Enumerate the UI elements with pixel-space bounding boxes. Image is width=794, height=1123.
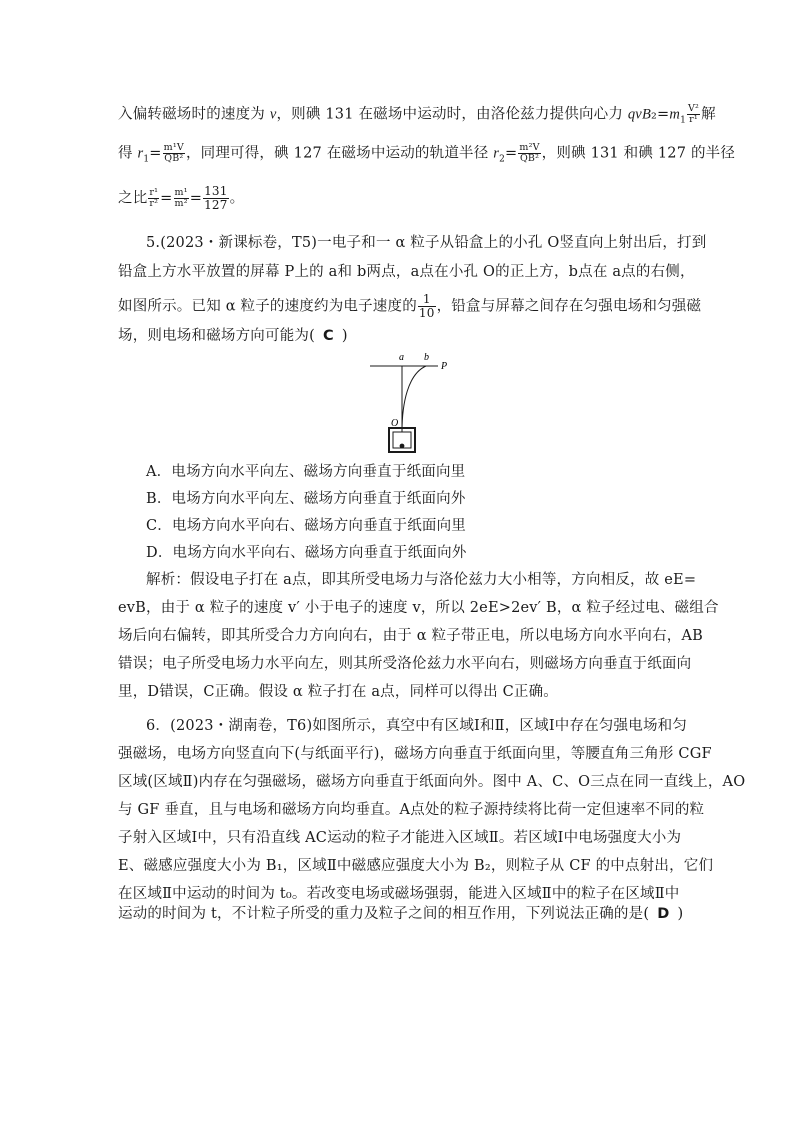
subscript: 1 [680,115,686,126]
subscript: 2 [499,154,506,165]
text: ，则碘 131 在磁场中运动时，由洛伦兹力提供向心力 [276,106,628,123]
cont-line-3 [118,185,678,212]
q6-line-6: E、磁感应强度大小为 B₁，区域Ⅱ中磁感应强度大小为 B₂，则粒子从 CF 的中点射出，它们 [118,858,714,874]
analysis-line-1: 解析：假设电子打在 a点，即其所受电场力与洛伦兹力大小相等，方向相反，故 eE= [146,572,697,588]
var-r: r [137,145,144,162]
var-m: m [669,106,681,123]
text: 入偏转磁场时的速度为 [118,106,270,123]
fraction [418,293,436,320]
frac-num: m¹V [163,142,184,153]
q6-line-3: 区域(区域Ⅱ)内存在匀强磁场，磁场方向垂直于纸面向外。图中 A、C、O三点在同一直线上，AO [118,774,746,790]
text: ，同理可得，碘 127 在磁场中运动的轨道半径 [185,145,494,162]
label-b: b [424,352,429,363]
cont-line-2 [118,142,736,169]
frac-den: QB² [519,153,540,164]
analysis-line-4: 错误；电子所受电场力水平向左，则其所受洛伦兹力水平向右，则磁场方向垂直于纸面向 [118,656,692,672]
frac-den: r² [149,198,159,209]
answer-q5: C [322,328,334,344]
frac-num: V² [688,103,700,114]
q6-line-7: 在区域Ⅱ中运动的时间为 t₀。若改变电场或磁场强弱，能进入区域Ⅱ中的粒子在区域Ⅱ中 [118,886,680,902]
q5-diagram [360,348,470,458]
text: 解 [701,106,716,123]
option-c: C．电场方向水平向右、磁场方向垂直于纸面向里 [146,518,466,534]
frac-den: m² [174,198,188,209]
frac-den: QB² [164,153,184,164]
q6-line-2: 强磁场，电场方向竖直向下(与纸面平行)，磁场方向垂直于纸面向里，等腰直角三角形 CGF [118,746,712,762]
text: ) [341,328,348,344]
equals: = [505,145,518,162]
fraction [163,143,185,164]
text: 运动的时间为 t，不计粒子所受的重力及粒子之间的相互作用，下列说法正确的是( [118,906,650,922]
q5-line-1: 5.(2023・新课标卷，T5)一电子和一 α 粒子从铅盒上的小孔 O竖直向上射出后，打到 [146,235,707,251]
cont-line-1 [118,103,716,130]
q5-figure [360,348,470,458]
text: 如图所示。已知 α 粒子的速度约为电子速度的 [118,298,417,315]
q5-line-4 [118,326,678,346]
frac-num: m¹ [174,187,188,198]
frac-num: 1 [418,293,436,307]
formula-qvB: qvB [627,106,652,123]
frac-num: r¹ [149,187,159,198]
label-O: O [391,418,399,429]
answer-q6: D [657,906,670,922]
analysis-line-3: 场后向右偏转，即其所受合力方向向右，由于 α 粒子带正电，所以电场方向水平向右，AB [118,628,704,644]
alpha-path [402,366,426,432]
option-b: B．电场方向水平向左、磁场方向垂直于纸面向外 [146,491,466,507]
fraction [518,143,540,164]
equals: = [189,190,203,207]
q6-line-8 [118,904,684,924]
fraction [174,188,189,209]
q6-line-1: 6．(2023・湖南卷，T6)如图所示，真空中有区域Ⅰ和Ⅱ，区域Ⅰ中存在匀强电场和匀 [146,718,688,734]
option-d: D．电场方向水平向右、磁场方向垂直于纸面向外 [146,545,467,561]
frac-num: 131 [204,184,228,198]
q6-line-4: 与 GF 垂直，且与电场和磁场方向均垂直。A点处的粒子源持续将比荷一定但速率不同的粒 [118,802,705,818]
fraction [203,185,229,212]
equals: = [149,145,162,162]
var-v: v [269,106,277,123]
source-dot [400,444,405,449]
text: 。 [229,190,245,207]
text: 场，则电场和磁场方向可能为( [118,328,315,344]
analysis-line-5: 里，D错误，C正确。假设 α 粒子打在 a点，同样可以得出 C正确。 [118,684,558,700]
q5-line-3 [118,292,702,320]
text: ，铅盒与屏幕之间存在匀强电场和匀强磁 [436,298,702,315]
text: 之比 [118,190,148,207]
subscript: 1 [143,154,150,165]
equals: = [160,190,173,207]
frac-den: 10 [418,306,435,320]
text: 得 [118,145,138,162]
text: ，则碘 131 和碘 127 的半径 [541,145,736,162]
label-a: a [399,352,404,363]
option-a: A．电场方向水平向左、磁场方向垂直于纸面向里 [146,464,466,480]
frac-num: m²V [519,142,540,153]
q5-line-2: 铅盒上方水平放置的屏幕 P上的 a和 b两点，a点在小孔 O的正上方，b点在 a点的右侧， [118,264,695,280]
formula-sub: ₂= [651,106,670,123]
frac-den: r¹ [689,114,698,125]
analysis-line-2: evB，由于 α 粒子的速度 v′ 小于电子的速度 v，所以 2eE>2ev′ B，α 粒子经过电、磁组合 [118,600,719,616]
fraction [687,104,700,125]
q6-line-5: 子射入区域Ⅰ中，只有沿直线 AC运动的粒子才能进入区域Ⅱ。若区域Ⅰ中电场强度大小为 [118,830,682,846]
frac-den: 127 [204,198,228,212]
text: ) [677,906,684,922]
var-r: r [493,145,500,162]
label-P: P [441,361,448,372]
fraction [148,188,159,209]
